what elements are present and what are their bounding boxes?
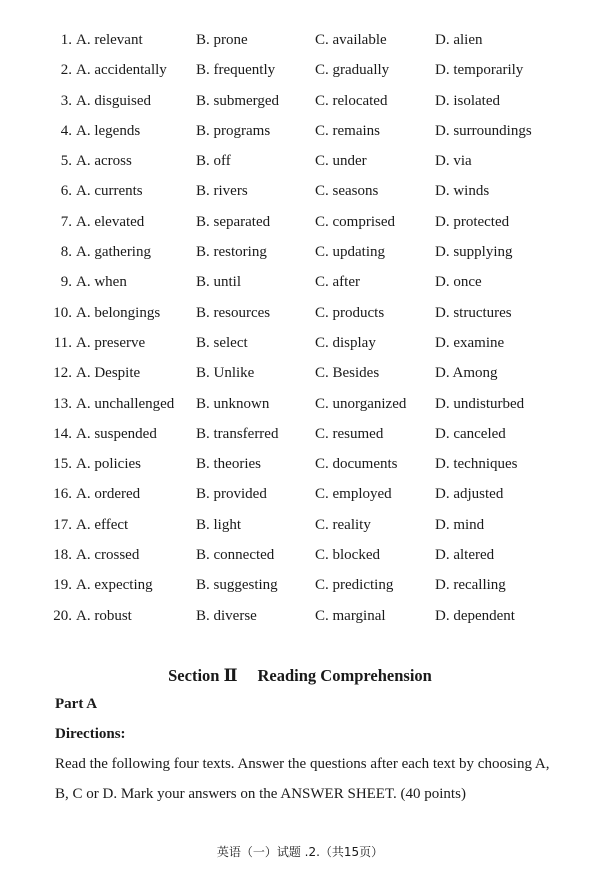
question-number: 12.: [53, 365, 72, 382]
question-number: 11.: [53, 334, 72, 351]
question-options-list: [0, 28, 600, 634]
question-number: 3.: [60, 92, 72, 109]
option-c: C. resumed: [315, 425, 384, 442]
option-d: D. isolated: [435, 92, 500, 109]
option-a: A. crossed: [76, 547, 140, 564]
option-c: C. blocked: [315, 547, 380, 564]
option-d: D. once: [435, 274, 482, 291]
option-c: C. seasons: [315, 183, 379, 200]
section-heading: [0, 666, 600, 686]
option-d: D. supplying: [435, 244, 513, 261]
option-d: D. Among: [435, 365, 498, 382]
question-row: [0, 361, 600, 391]
option-a: A. preserve: [76, 334, 146, 351]
question-row: [0, 513, 600, 543]
option-b: B. submerged: [196, 92, 280, 109]
option-d: D. protected: [435, 213, 510, 230]
question-number: 14.: [53, 425, 72, 442]
option-d: D. undisturbed: [435, 395, 525, 412]
question-number: 17.: [53, 516, 72, 533]
option-a: A. unchallenged: [76, 395, 175, 412]
option-b: B. resources: [196, 304, 271, 321]
option-b: B. theories: [196, 456, 261, 473]
question-row: [0, 179, 600, 209]
option-a: A. when: [76, 274, 127, 291]
option-c: C. reality: [315, 516, 371, 533]
directions-label: Directions:: [55, 726, 126, 742]
option-d: D. altered: [435, 547, 495, 564]
option-d: D. examine: [435, 334, 505, 351]
question-row: [0, 270, 600, 300]
option-a: A. elevated: [76, 213, 145, 230]
option-d: D. structures: [435, 304, 512, 321]
option-c: C. employed: [315, 486, 392, 503]
option-d: D. temporarily: [435, 62, 524, 79]
section-number: Section Ⅱ: [168, 666, 238, 685]
question-row: [0, 482, 600, 512]
question-row: [0, 422, 600, 452]
option-b: B. frequently: [196, 62, 276, 79]
option-a: A. policies: [76, 456, 141, 473]
option-a: A. belongings: [76, 304, 161, 321]
question-number: 15.: [53, 456, 72, 473]
option-c: C. gradually: [315, 62, 390, 79]
question-number: 19.: [53, 577, 72, 594]
part-label: Part A: [55, 696, 98, 712]
option-d: D. adjusted: [435, 486, 504, 503]
option-c: C. Besides: [315, 365, 380, 382]
option-d: D. dependent: [435, 607, 515, 624]
question-number: 20.: [53, 607, 72, 624]
option-b: B. select: [196, 334, 248, 351]
option-c: C. remains: [315, 122, 380, 139]
option-c: C. available: [315, 32, 387, 48]
option-b: B. restoring: [196, 244, 267, 261]
option-a: A. disguised: [76, 92, 151, 109]
question-number: 18.: [53, 547, 72, 564]
directions-text-line-2: B, C or D. Mark your answers on the ANSWER SHEET. (40 points): [55, 786, 466, 802]
option-a: A. relevant: [76, 32, 143, 48]
option-d: D. recalling: [435, 577, 506, 594]
option-b: B. rivers: [196, 183, 248, 200]
option-c: C. relocated: [315, 92, 388, 109]
option-b: B. off: [196, 153, 231, 170]
option-d: D. alien: [435, 32, 483, 48]
option-b: B. Unlike: [196, 365, 255, 382]
option-c: C. display: [315, 334, 376, 351]
option-b: B. connected: [196, 547, 275, 564]
question-row: [0, 301, 600, 331]
option-c: C. documents: [315, 456, 398, 473]
option-d: D. mind: [435, 516, 485, 533]
question-row: [0, 149, 600, 179]
question-row: [0, 543, 600, 573]
option-b: B. diverse: [196, 607, 257, 624]
option-d: D. canceled: [435, 425, 506, 442]
option-b: B. unknown: [196, 395, 270, 412]
question-row: [0, 573, 600, 603]
question-number: 8.: [60, 244, 72, 261]
question-row: [0, 392, 600, 422]
option-b: B. separated: [196, 213, 271, 230]
question-number: 2.: [60, 62, 72, 79]
question-number: 10.: [53, 304, 72, 321]
option-a: A. expecting: [76, 577, 153, 594]
option-a: A. gathering: [76, 244, 151, 261]
option-b: B. programs: [196, 122, 271, 139]
question-number: 4.: [60, 122, 72, 139]
option-a: A. legends: [76, 122, 141, 139]
option-c: C. under: [315, 153, 367, 170]
section-title-text: Reading Comprehension: [257, 666, 432, 685]
option-b: B. until: [196, 274, 242, 291]
question-number: 16.: [53, 486, 72, 503]
option-a: A. currents: [76, 183, 143, 200]
question-number: 7.: [60, 213, 72, 230]
question-row: [0, 240, 600, 270]
option-c: C. comprised: [315, 213, 395, 230]
question-number: 5.: [60, 153, 72, 170]
page-footer: 英语（一）试题 .2.（共15页）: [216, 845, 384, 859]
option-d: D. techniques: [435, 456, 518, 473]
option-a: A. accidentally: [76, 62, 167, 79]
option-d: D. via: [435, 153, 472, 170]
option-a: A. ordered: [76, 486, 141, 503]
option-d: D. winds: [435, 183, 490, 200]
option-c: C. unorganized: [315, 395, 407, 412]
option-c: C. predicting: [315, 577, 394, 594]
question-row: [0, 119, 600, 149]
question-row: [0, 210, 600, 240]
option-a: A. effect: [76, 516, 129, 533]
option-b: B. transferred: [196, 425, 279, 442]
option-a: A. Despite: [76, 365, 141, 382]
question-row: [0, 452, 600, 482]
question-row: [0, 331, 600, 361]
question-number: 13.: [53, 395, 72, 412]
question-number: 1.: [60, 32, 72, 48]
option-b: B. light: [196, 516, 242, 533]
option-a: A. suspended: [76, 425, 157, 442]
question-row: [0, 58, 600, 88]
option-b: B. prone: [196, 32, 248, 48]
question-number: 6.: [60, 183, 72, 200]
question-row: [0, 604, 600, 634]
directions-text-line-1: Read the following four texts. Answer the questions after each text by choosing A,: [55, 756, 550, 772]
option-b: B. suggesting: [196, 577, 278, 594]
option-c: C. after: [315, 274, 360, 291]
option-c: C. marginal: [315, 607, 386, 624]
question-row: [0, 89, 600, 119]
option-a: A. across: [76, 153, 132, 170]
option-a: A. robust: [76, 607, 132, 624]
question-row: [0, 28, 600, 58]
option-c: C. updating: [315, 244, 385, 261]
question-number: 9.: [60, 274, 72, 291]
option-d: D. surroundings: [435, 122, 532, 139]
option-c: C. products: [315, 304, 385, 321]
option-b: B. provided: [196, 486, 267, 503]
